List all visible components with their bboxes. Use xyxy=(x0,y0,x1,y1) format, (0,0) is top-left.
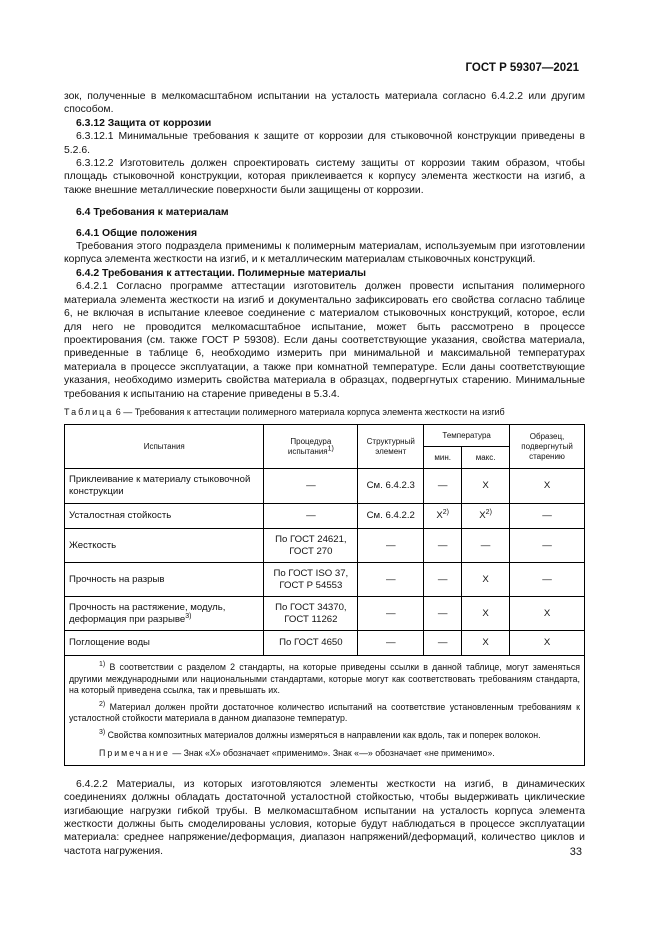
cell-element: — xyxy=(358,631,424,656)
cell-tmin xyxy=(424,504,462,529)
cell-tmin: — xyxy=(424,529,462,563)
cell-element: — xyxy=(358,597,424,631)
paragraph-6-4-1: Требования этого подраздела применимы к полимерным материалам, используемым при изготовлении корпуса элемента жесткости на изгиб, и к металлическим материалам стыковочных конструкций. xyxy=(64,241,585,266)
table-row xyxy=(65,563,585,597)
table-footnotes xyxy=(65,656,585,765)
cell-aged: X xyxy=(510,469,585,504)
col-header-tmax: макс. xyxy=(462,447,510,469)
table-caption xyxy=(64,406,585,419)
cell-aged: — xyxy=(510,529,585,563)
footnote-3 xyxy=(69,730,580,741)
paragraph-6-4-2-1: 6.4.2.1 Согласно программе аттестации изготовитель должен провести испытания полимерного материала элемента жесткости на изгиб и документально зафиксировать его свойства согласно таблице 6, не включая в испытание клеевое соединение с материалом стыковочных конструкций, которое, если для него не проводится мелкомасштабное испытание, может быть рассмотрено в процессе проектирования (см. также ГОСТ Р 59308). Если даны соответствующие указания, свойства материала, приведенные в таблице 6, необходимо измерить при минимальной и максимальной температурах материала в процессе эксплуатации, а также при комнатной температуре. Если даны соответствующие указания, необходимо измерить свойства материала в образцах, подвергнутых старению. Минимальные требования к испытанию на старение приведены в 5.3.4. xyxy=(64,281,585,400)
cell-procedure: — xyxy=(264,504,358,529)
cell-tmax: X xyxy=(462,597,510,631)
col-header-procedure-text: Процедура испытания xyxy=(287,436,332,456)
footnote-2-mark: 2) xyxy=(99,701,106,709)
requirements-table xyxy=(64,424,585,765)
table-caption-word: Таблица xyxy=(64,406,114,417)
document-number: ГОСТ Р 59307—2021 xyxy=(465,62,579,74)
cell-tmax: X xyxy=(462,563,510,597)
col-header-aged: Образец, подвергнутый старению xyxy=(510,425,585,469)
footnote-1-mark: 1) xyxy=(99,661,106,669)
cell-tmin: — xyxy=(424,469,462,504)
cell-test: Усталостная стойкость xyxy=(65,504,264,529)
cell-aged: X xyxy=(510,597,585,631)
cell-aged: — xyxy=(510,504,585,529)
heading-6-4-2: 6.4.2 Требования к аттестации. Полимерные материалы xyxy=(76,267,366,279)
footnote-1-text: В соответствии с разделом 2 стандарты, на которые приведены ссылки в данной таблице, могут заменяться другими международными или национальными стандартами, которые могут как соответствовать требованиям стандарта, на который приведена ссылка, так и превышать их. xyxy=(69,662,580,695)
cell-procedure: По ГОСТ 24621, ГОСТ 270 xyxy=(264,529,358,563)
cell-test-text: Прочность на растяжение, модуль, деформация при разрыве xyxy=(69,601,226,625)
table-row xyxy=(65,469,585,504)
col-header-temperature: Температура xyxy=(424,425,510,447)
cell-tmax: — xyxy=(462,529,510,563)
table-row xyxy=(65,597,585,631)
cell-tmax-value: X xyxy=(479,510,486,522)
footnote-3-mark: 3) xyxy=(99,729,106,737)
cell-test xyxy=(65,597,264,631)
heading-6-4: 6.4 Требования к материалам xyxy=(76,207,229,219)
table-row xyxy=(65,504,585,529)
cell-test: Приклеивание к материалу стыковочной конструкции xyxy=(65,469,264,504)
page-body xyxy=(64,90,585,858)
cell-tmin: — xyxy=(424,563,462,597)
cell-test: Поглощение воды xyxy=(65,631,264,656)
footnote-3-text: Свойства композитных материалов должны измеряться в направлении как вдоль, так и поперек волокон. xyxy=(105,730,541,741)
paragraph-6-3-12-2: 6.3.12.2 Изготовитель должен спроектировать систему защиты от коррозии таким образом, чтобы площадь стыковочной конструкции, которая приклеивается к корпусу элемента жесткости на изгиб, а также внешние металлические поверхности были защищены от коррозии. xyxy=(64,158,585,196)
table-row xyxy=(65,631,585,656)
paragraph-6-3-12-1: 6.3.12.1 Минимальные требования к защите от коррозии для стыковочной конструкции приведены в 5.2.6. xyxy=(64,131,585,156)
cell-procedure: По ГОСТ ISO 37, ГОСТ Р 54553 xyxy=(264,563,358,597)
cell-procedure: — xyxy=(264,469,358,504)
cell-tmin: — xyxy=(424,597,462,631)
cell-tmin: — xyxy=(424,631,462,656)
cell-aged: X xyxy=(510,631,585,656)
table-note xyxy=(69,748,580,759)
cell-test-sup: 3) xyxy=(185,612,192,620)
cell-procedure: По ГОСТ 34370, ГОСТ 11262 xyxy=(264,597,358,631)
col-header-procedure-sup: 1) xyxy=(327,445,334,453)
note-text: — Знак «X» обозначает «применимо». Знак «—» обозначает «не применимо». xyxy=(169,747,495,758)
page-number: 33 xyxy=(569,846,582,858)
cell-tmin-sup: 2) xyxy=(442,509,449,517)
footnote-2-text: Материал должен пройти достаточное количество испытаний на соответствие установленным требованиям к усталостной стойкости материала в данном диапазоне температур. xyxy=(69,701,580,724)
cell-aged: — xyxy=(510,563,585,597)
table-row xyxy=(65,529,585,563)
note-word: Примечание xyxy=(99,747,170,758)
cell-tmax: X xyxy=(462,631,510,656)
cell-procedure: По ГОСТ 4650 xyxy=(264,631,358,656)
heading-6-4-1: 6.4.1 Общие положения xyxy=(76,227,198,239)
cell-test: Прочность на разрыв xyxy=(65,563,264,597)
heading-6-3-12: 6.3.12 Защита от коррозии xyxy=(76,117,212,129)
cell-element: — xyxy=(358,529,424,563)
cell-element: См. 6.4.2.2 xyxy=(358,504,424,529)
cell-test: Жесткость xyxy=(65,529,264,563)
cell-tmin-value: X xyxy=(436,510,443,522)
col-header-tests: Испытания xyxy=(65,425,264,469)
footnote-2 xyxy=(69,702,580,724)
cell-tmax-sup: 2) xyxy=(485,509,492,517)
cell-tmax xyxy=(462,504,510,529)
cell-element: См. 6.4.2.3 xyxy=(358,469,424,504)
cell-tmax: X xyxy=(462,469,510,504)
col-header-element: Структурный элемент xyxy=(358,425,424,469)
cell-element: — xyxy=(358,563,424,597)
table-caption-text: 6 — Требования к аттестации полимерного материала корпуса элемента жесткости на изгиб xyxy=(113,406,505,417)
paragraph-6-4-2-2: 6.4.2.2 Материалы, из которых изготовляются элементы жесткости на изгиб, в динамических соединениях должны обладать достаточной усталостной стойкостью, чтобы выдерживать циклические изгибающие нагрузки гибкой трубы. В мелкомасштабном испытании на усталость корпуса элемента жесткости должны быть смоделированы условия, которые будут наблюдаться в процессе эксплуатации материала: среднее напряжение/деформация, диапазон напряжений/деформаций, количество циклов и частота нагружения. xyxy=(64,778,585,857)
col-header-procedure xyxy=(264,425,358,469)
col-header-tmin: мин. xyxy=(424,447,462,469)
footnote-1 xyxy=(69,662,580,696)
continued-paragraph: зок, полученные в мелкомасштабном испытании на усталость материала согласно 6.4.2.2 или другим способом. xyxy=(64,91,585,116)
